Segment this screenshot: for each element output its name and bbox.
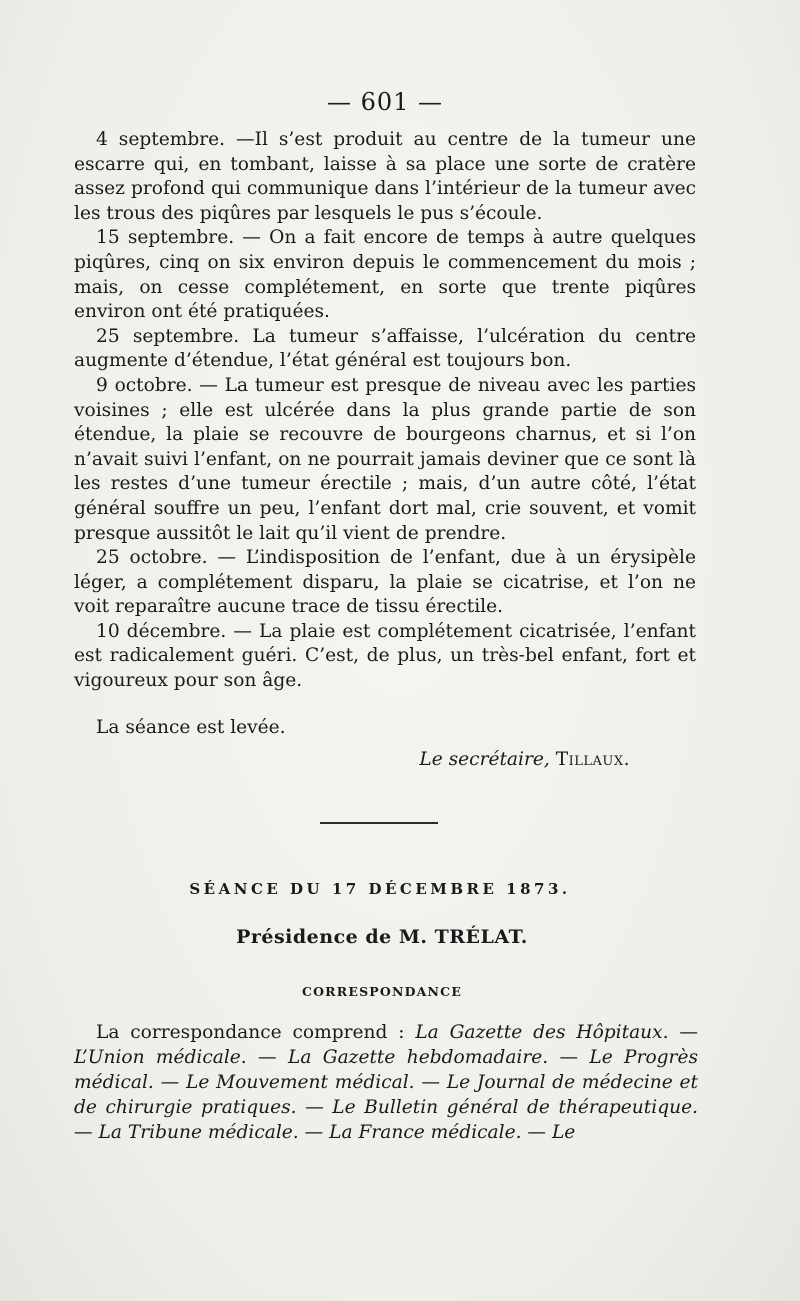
journal-title: La Gazette des Hôpitaux. [415,1022,669,1043]
separator: — [298,1122,330,1143]
separator: — [246,1047,288,1068]
paragraph-10-decembre: 10 décembre. — La plaie est complétement cicatrisée, l’enfant est radicalement guéri. C’est, de plus, un très-bel enfant, fort et vigoureux pour son âge. [74,620,696,692]
separator: — [414,1072,447,1093]
separator: — [521,1122,552,1143]
separator: — [296,1097,333,1118]
section-heading: CORRESPONDANCE [301,984,463,999]
journal-title: La France médicale. [329,1122,522,1143]
closing-line: La séance est levée. [96,717,286,738]
signature [419,749,630,770]
journal-title: Le Progrès médical. [74,1047,698,1093]
signature-role: Le secrétaire, [419,749,550,770]
presidence-line: Présidence de M. TRÉLAT. [236,926,528,948]
separator: — [548,1047,590,1068]
journal-title: Le Bulletin général de thérapeutique. [332,1097,698,1118]
journal-title: Le Mouvement médical. [186,1072,415,1093]
page-number: — 601 — [326,88,444,116]
journal-title: L’Union médicale. [74,1047,247,1068]
correspondance-text [74,1020,698,1145]
separator: — [153,1072,187,1093]
paragraph-4-septembre: 4 septembre. —Il s’est produit au centre de la tumeur une escarre qui, en tombant, laisse à sa place une sorte de cratère assez profond qui communique dans l’intérieur de la tumeur avec les trous des piqûres par lesquels le pus s’écoule. [74,129,696,224]
journal-title: La Tribune médicale. [98,1122,299,1143]
journal-title: Le Journal de médecine et de chirurgie pratiques. [74,1072,699,1118]
section-divider [320,822,438,824]
signature-name: Tillaux. [555,749,630,770]
separator: — [74,1122,99,1143]
paragraph-9-octobre: 9 octobre. — La tumeur est presque de niveau avec les parties voisines ; elle est ulcérée dans la plus grande partie de son étendue, la plaie se recouvre de bourgeons charnus, et si l’on n’avait suivi l’enfant, on ne pourrait jamais deviner que ce sont là les restes d’une tumeur érectile ; mais, d’un autre côté, l’état général souffre un peu, l’enfant dort mal, crie souvent, et vomit presque aussitôt le lait qu’il vient de prendre. [74,374,696,544]
separator: — [668,1022,698,1043]
paragraph-25-octobre: 25 octobre. — L’indisposition de l’enfant, due à un érysipèle léger, a complétement disparu, la plaie se cicatrise, et l’on ne voit reparaître aucune trace de tissu érectile. [74,547,696,618]
correspondance-intro: La correspondance comprend : [96,1022,416,1043]
journal-title: Le [551,1122,576,1143]
paragraph-25-septembre: 25 septembre. La tumeur s’affaisse, l’ulcération du centre augmente d’étendue, l’état général est toujours bon. [74,325,696,372]
journal-title: La Gazette hebdomadaire. [287,1047,549,1068]
correspondance-paragraph [74,1020,698,1145]
session-title: SÉANCE DU 17 DÉCEMBRE 1873. [189,880,571,898]
case-notes [74,128,696,694]
paragraph-15-septembre: 15 septembre. — On a fait encore de temps à autre quelques piqûres, cinq on six environ depuis le commencement du mois ; mais, on cesse complétement, en sorte que trente piqûres environ ont été pratiquées. [74,227,696,323]
